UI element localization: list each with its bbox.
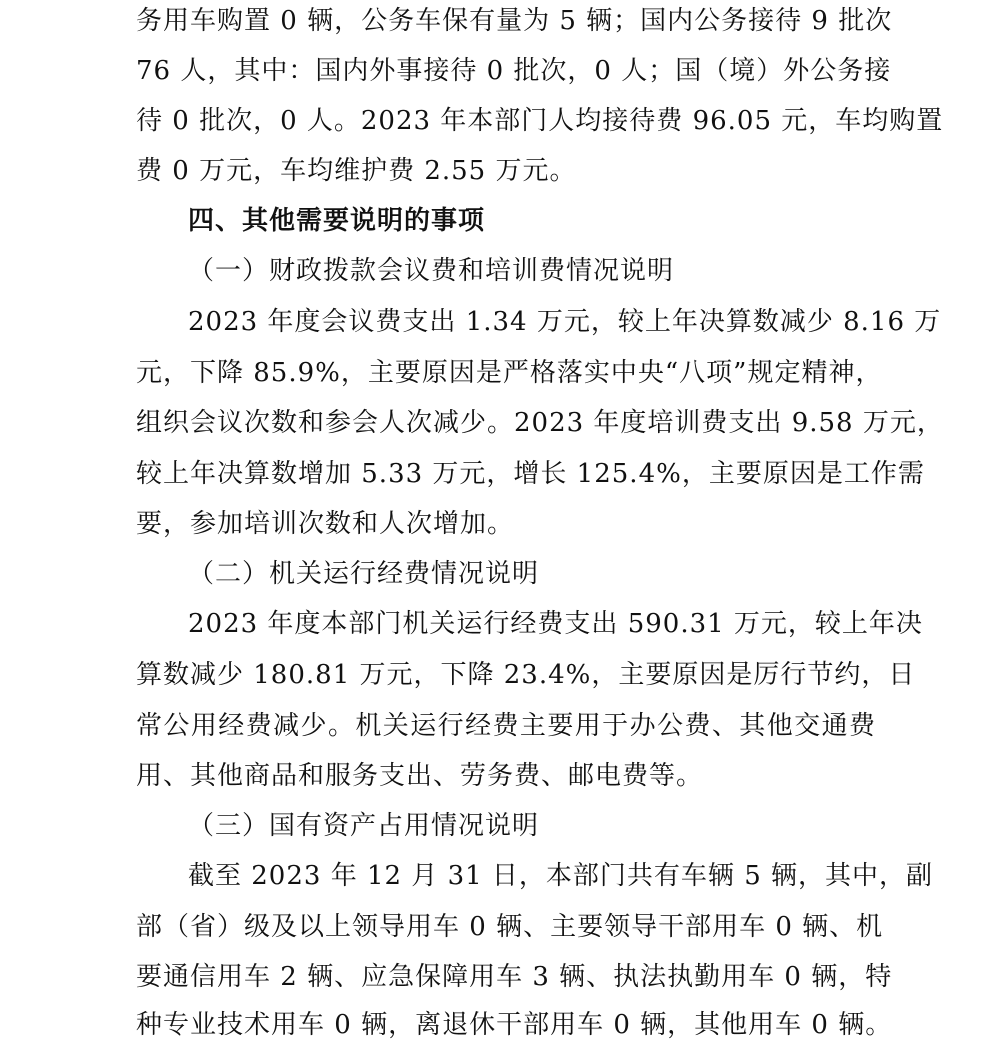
subsection-heading: （一）财政拨款会议费和培训费情况说明	[188, 256, 675, 286]
paragraph-line: 元，下降 85.9%，主要原因是严格落实中央“八项”规定精神，	[136, 358, 883, 388]
paragraph-line: 要通信用车 2 辆、应急保障用车 3 辆、执法执勤用车 0 辆，特	[136, 962, 893, 992]
paragraph-line: 待 0 批次，0 人。2023 年本部门人均接待费 96.05 元，车均购置	[136, 106, 944, 136]
paragraph-line: 要，参加培训次数和人次增加。	[136, 509, 515, 539]
paragraph-line: 费 0 万元，车均维护费 2.55 万元。	[136, 156, 577, 186]
paragraph-line: 2023 年度会议费支出 1.34 万元，较上年决算数减少 8.16 万	[188, 307, 942, 337]
paragraph-line: 用、其他商品和服务支出、劳务费、邮电费等。	[136, 761, 704, 791]
paragraph-line: 种专业技术用车 0 辆，离退休干部用车 0 辆，其他用车 0 辆。	[136, 1010, 893, 1040]
paragraph-line: 76 人，其中：国内外事接待 0 批次，0 人；国（境）外公务接	[136, 56, 892, 86]
subsection-heading: （三）国有资产占用情况说明	[188, 811, 540, 841]
paragraph-line: 组织会议次数和参会人次减少。2023 年度培训费支出 9.58 万元，	[136, 408, 944, 438]
paragraph-line: 截至 2023 年 12 月 31 日，本部门共有车辆 5 辆，其中，副	[188, 861, 933, 891]
paragraph-line: 算数减少 180.81 万元，下降 23.4%，主要原因是厉行节约，日	[136, 660, 916, 690]
paragraph-line: 部（省）级及以上领导用车 0 辆、主要领导干部用车 0 辆、机	[136, 912, 884, 942]
subsection-heading: （二）机关运行经费情况说明	[188, 559, 540, 589]
paragraph-line: 常公用经费减少。机关运行经费主要用于办公费、其他交通费	[136, 711, 876, 741]
paragraph-line: 较上年决算数增加 5.33 万元，增长 125.4%，主要原因是工作需	[136, 459, 925, 489]
paragraph-line: 2023 年度本部门机关运行经费支出 590.31 万元，较上年决	[188, 609, 923, 639]
section-heading: 四、其他需要说明的事项	[188, 206, 486, 236]
paragraph-line: 务用车购置 0 辆，公务车保有量为 5 辆；国内公务接待 9 批次	[136, 6, 893, 36]
